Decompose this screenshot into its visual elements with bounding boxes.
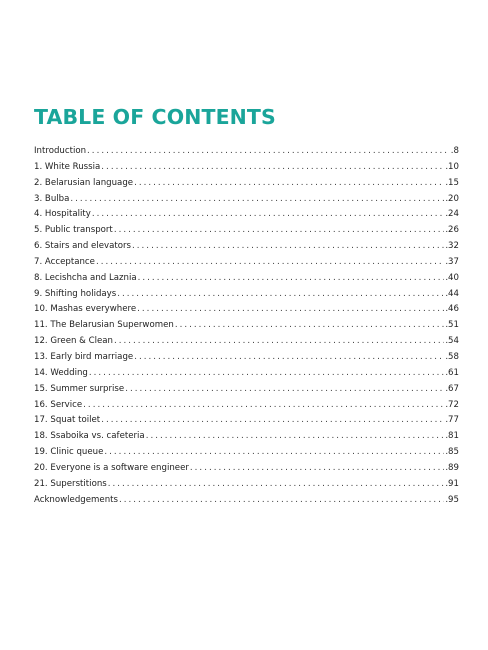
toc-dot-leader <box>134 350 444 366</box>
toc-entry-page-number: .32 <box>445 241 459 252</box>
toc-entry-page-number: .26 <box>445 225 459 236</box>
toc-entry[interactable] <box>34 334 459 350</box>
toc-entry-page-number: .8 <box>450 146 459 156</box>
toc-entry-page-number: .58 <box>445 351 459 362</box>
toc-entry[interactable] <box>34 176 459 192</box>
toc-entry[interactable] <box>34 207 459 223</box>
toc-entry[interactable] <box>34 461 459 477</box>
toc-entry[interactable] <box>34 429 459 445</box>
toc-entry-page-number: .15 <box>445 177 459 188</box>
toc-dot-leader <box>114 334 444 350</box>
toc-entry-page-number: .85 <box>445 447 459 458</box>
toc-dot-leader <box>92 207 444 223</box>
toc-entry-page-number: .72 <box>445 399 459 410</box>
toc-entry-label: 4. Hospitality <box>34 209 91 220</box>
toc-dot-leader <box>137 302 444 318</box>
toc-entry-page-number: .81 <box>445 431 459 442</box>
toc-entry-page-number: .40 <box>445 272 459 283</box>
toc-entry-label: 11. The Belarusian Superwomen <box>34 320 174 331</box>
toc-entry-label: 2. Belarusian language <box>34 177 134 188</box>
page-title: TABLE OF CONTENTS <box>34 105 276 129</box>
toc-entry-page-number: .37 <box>445 256 459 267</box>
toc-dot-leader <box>101 413 444 429</box>
toc-dot-leader <box>175 318 445 334</box>
toc-entry-page-number: .91 <box>445 478 459 489</box>
toc-entry[interactable] <box>34 271 459 287</box>
toc-entry-label: 17. Squat toilet <box>34 415 101 426</box>
toc-entry[interactable] <box>34 350 459 366</box>
toc-dot-leader <box>134 176 444 192</box>
toc-dot-leader <box>108 477 445 493</box>
toc-dot-leader <box>146 429 445 445</box>
toc-entry-page-number: .44 <box>445 288 459 299</box>
toc-entry[interactable] <box>34 366 459 382</box>
toc-entry-label: Introduction <box>34 146 87 156</box>
toc-entry[interactable] <box>34 287 459 303</box>
toc-dot-leader <box>87 144 450 160</box>
toc-entry-label: 21. Superstitions <box>34 478 107 489</box>
toc-entry[interactable] <box>34 493 459 509</box>
toc-entry-label: Acknowledgements <box>34 494 118 505</box>
toc-entry-page-number: .95 <box>445 494 459 505</box>
toc-entry[interactable] <box>34 413 459 429</box>
toc-entry[interactable] <box>34 445 459 461</box>
toc-entry-label: 19. Clinic queue <box>34 447 104 458</box>
toc-entry-label: 20. Everyone is a software engineer <box>34 462 189 473</box>
toc-dot-leader <box>89 366 444 382</box>
toc-entry[interactable] <box>34 318 459 334</box>
toc-entry[interactable] <box>34 223 459 239</box>
toc-entry-page-number: .51 <box>445 320 459 331</box>
toc-entry-label: 7. Acceptance <box>34 256 95 267</box>
toc-entry[interactable] <box>34 382 459 398</box>
toc-entry-label: 13. Early bird marriage <box>34 351 134 362</box>
toc-dot-leader <box>70 192 444 208</box>
toc-entry[interactable] <box>34 398 459 414</box>
toc-dot-leader <box>119 493 444 509</box>
toc-entry-label: 5. Public transport <box>34 225 113 236</box>
toc-entry-page-number: .10 <box>445 161 459 172</box>
toc-entry[interactable] <box>34 302 459 318</box>
toc-entry-page-number: .77 <box>445 415 459 426</box>
toc-dot-leader <box>83 398 444 414</box>
toc-list <box>34 144 459 508</box>
toc-entry-page-number: .54 <box>445 336 459 347</box>
toc-entry[interactable] <box>34 255 459 271</box>
toc-entry-label: 14. Wedding <box>34 367 88 378</box>
toc-entry[interactable] <box>34 192 459 208</box>
toc-dot-leader <box>96 255 444 271</box>
toc-entry-page-number: .67 <box>445 383 459 394</box>
toc-entry-label: 6. Stairs and elevators <box>34 241 132 252</box>
toc-entry-page-number: .20 <box>445 193 459 204</box>
toc-dot-leader <box>132 239 444 255</box>
toc-entry-label: 12. Green & Clean <box>34 336 113 347</box>
toc-entry[interactable] <box>34 144 459 160</box>
toc-dot-leader <box>101 160 444 176</box>
toc-entry-page-number: .61 <box>445 367 459 378</box>
toc-entry-label: 15. Summer surprise <box>34 383 125 394</box>
toc-dot-leader <box>138 271 445 287</box>
toc-entry-label: 1. White Russia <box>34 161 101 172</box>
toc-entry-label: 9. Shifting holidays <box>34 288 117 299</box>
toc-dot-leader <box>104 445 444 461</box>
toc-entry-page-number: .89 <box>445 462 459 473</box>
toc-entry[interactable] <box>34 239 459 255</box>
toc-entry-label: 3. Bulba <box>34 193 70 204</box>
toc-dot-leader <box>125 382 444 398</box>
toc-entry-label: 16. Service <box>34 399 83 410</box>
toc-entry[interactable] <box>34 477 459 493</box>
toc-entry-label: 8. Lecishcha and Laznia <box>34 272 137 283</box>
toc-dot-leader <box>190 461 444 477</box>
toc-dot-leader <box>114 223 445 239</box>
toc-entry-page-number: .46 <box>445 304 459 315</box>
toc-dot-leader <box>117 287 444 303</box>
toc-entry-label: 18. Ssaboika vs. cafeteria <box>34 431 145 442</box>
toc-entry[interactable] <box>34 160 459 176</box>
toc-entry-page-number: .24 <box>445 209 459 220</box>
toc-entry-label: 10. Mashas everywhere <box>34 304 137 315</box>
